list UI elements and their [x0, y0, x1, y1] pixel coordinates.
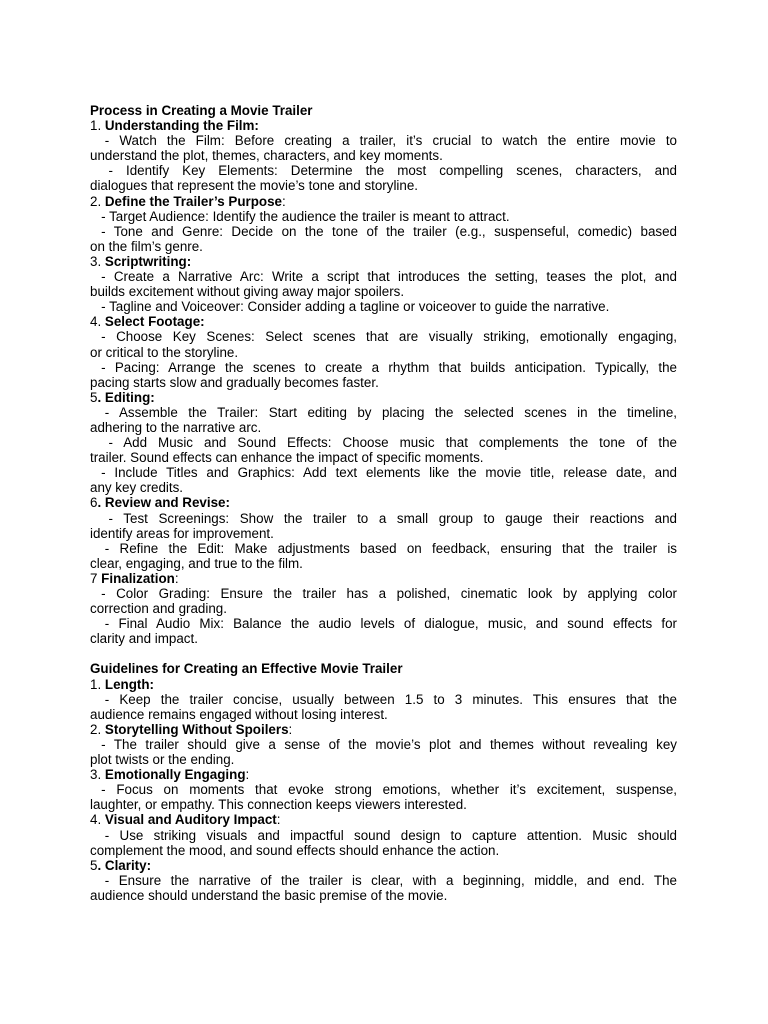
step-item: [90, 118, 677, 193]
process-steps: [90, 118, 677, 646]
process-section: [90, 103, 677, 646]
step-title: Storytelling Without Spoilers: [104, 721, 289, 737]
bullet-line: - Tone and Genre: Decide on the tone of the trailer (e.g., suspenseful, comedic) based: [101, 223, 677, 239]
step-title-suffix: :: [288, 721, 293, 737]
bullet-line: - Use striking visuals and impactful sound design to capture attention. Music should: [104, 827, 677, 843]
bullet-paragraph: [90, 873, 677, 903]
bullet-line: audience remains engaged without losing interest.: [90, 706, 388, 722]
bullet-line: adhering to the narrative arc.: [90, 419, 262, 435]
step-item: [90, 495, 677, 570]
step-number: 1.: [90, 676, 105, 692]
bullet-paragraph: [90, 163, 677, 193]
bullet-line: audience should understand the basic premise of the movie.: [90, 887, 448, 903]
bullet-paragraph: [90, 269, 677, 299]
step-number: 7: [90, 570, 102, 586]
step-title: Finalization: [101, 570, 175, 586]
step-item: [90, 722, 677, 767]
step-heading: [90, 571, 677, 586]
step-title: Understanding the Film:: [104, 118, 259, 134]
step-title-suffix: :: [276, 812, 281, 828]
step-item: [90, 194, 677, 254]
bullet-line: - Target Audience: Identify the audience the trailer is meant to attract.: [90, 208, 510, 224]
bullet-line: any key credits.: [90, 480, 184, 496]
bullet-paragraph: [90, 224, 677, 254]
bullet-line: - Create a Narrative Arc: Write a script that introduces the setting, teases the plot, and: [101, 269, 677, 285]
step-heading: [90, 767, 677, 782]
bullet-paragraph: [90, 465, 677, 495]
bullet-paragraph: [90, 360, 677, 390]
bullet-line: plot twists or the ending.: [90, 752, 235, 768]
bullet-line: laughter, or empathy. This connection keeps viewers interested.: [90, 797, 467, 813]
step-heading: [90, 677, 677, 692]
bullet-line: - Pacing: Arrange the scenes to create a rhythm that builds anticipation. Typically, the: [101, 359, 677, 375]
step-heading: [90, 254, 677, 269]
bullet-paragraph: [90, 405, 677, 435]
bullet-line: - Focus on moments that evoke strong emotions, whether it’s excitement, suspense,: [101, 782, 677, 798]
bullet-paragraph: [90, 511, 677, 541]
step-title: Select Footage:: [104, 314, 205, 330]
guideline-steps: [90, 677, 677, 903]
step-item: [90, 767, 677, 812]
bullet-paragraph: [90, 737, 677, 767]
bullet-line: - Include Titles and Graphics: Add text elements like the movie title, release date, and: [101, 465, 677, 481]
step-title: . Editing:: [97, 389, 155, 405]
bullet-line: - Tagline and Voiceover: Consider adding a tagline or voiceover to guide the narrative.: [90, 299, 610, 315]
step-number: 6: [90, 495, 98, 511]
step-heading: [90, 858, 677, 873]
bullet-line: builds excitement without giving away major spoilers.: [90, 284, 405, 300]
bullet-paragraph: [90, 209, 677, 224]
bullet-line: pacing starts slow and gradually becomes faster.: [90, 374, 379, 390]
step-item: [90, 571, 677, 646]
bullet-line: clear, engaging, and true to the film.: [90, 555, 303, 571]
step-title: Scriptwriting:: [104, 253, 192, 269]
step-number: 4.: [90, 812, 105, 828]
bullet-line: correction and grading.: [90, 601, 227, 617]
step-title-suffix: :: [245, 767, 250, 783]
step-number: 3.: [90, 253, 105, 269]
bullet-line: - Refine the Edit: Make adjustments based on feedback, ensuring that the trailer is: [104, 540, 677, 556]
bullet-line: trailer. Sound effects can enhance the impact of specific moments.: [90, 450, 484, 466]
bullet-paragraph: [90, 692, 677, 722]
bullet-line: - Color Grading: Ensure the trailer has a polished, cinematic look by applying color: [101, 586, 677, 601]
step-title: . Review and Revise:: [97, 495, 230, 511]
bullet-paragraph: [90, 299, 677, 314]
bullet-paragraph: [90, 435, 677, 465]
bullet-line: understand the plot, themes, characters, and key moments.: [90, 148, 443, 164]
step-item: [90, 390, 677, 496]
bullet-line: - The trailer should give a sense of the movie’s plot and themes without revealing key: [101, 736, 677, 752]
section-heading: Guidelines for Creating an Effective Movie Trailer: [90, 661, 403, 677]
step-item: [90, 677, 677, 722]
bullet-paragraph: [90, 782, 677, 812]
guidelines-section: [90, 661, 677, 903]
step-title-suffix: :: [174, 570, 179, 586]
step-heading: [90, 314, 677, 329]
step-heading: [90, 812, 677, 827]
bullet-line: - Assemble the Trailer: Start editing by placing the selected scenes in the timeline,: [104, 404, 677, 420]
bullet-line: complement the mood, and sound effects should enhance the action.: [90, 842, 500, 858]
step-item: [90, 314, 677, 389]
step-title: Length:: [104, 676, 154, 692]
step-title: Define the Trailer’s Purpose: [104, 193, 283, 209]
bullet-line: clarity and impact.: [90, 631, 198, 647]
bullet-paragraph: [90, 616, 677, 646]
step-item: [90, 254, 677, 314]
step-number: 2.: [90, 193, 105, 209]
step-number: 2.: [90, 721, 105, 737]
step-heading: [90, 722, 677, 737]
step-title: Emotionally Engaging: [104, 767, 246, 783]
step-heading: [90, 495, 677, 510]
bullet-line: - Identify Key Elements: Determine the most compelling scenes, characters, and: [108, 163, 677, 179]
step-number: 5: [90, 857, 98, 873]
bullet-paragraph: [90, 828, 677, 858]
bullet-line: - Final Audio Mix: Balance the audio levels of dialogue, music, and sound effects for: [104, 616, 677, 632]
bullet-line: dialogues that represent the movie’s tone and storyline.: [90, 178, 419, 194]
bullet-line: - Ensure the narrative of the trailer is clear, with a beginning, middle, and end. The: [104, 872, 677, 888]
step-item: [90, 858, 677, 903]
step-number: 5: [90, 389, 98, 405]
step-number: 4.: [90, 314, 105, 330]
section-heading: Process in Creating a Movie Trailer: [90, 103, 313, 118]
step-heading: [90, 118, 677, 133]
step-title-suffix: :: [282, 193, 286, 209]
bullet-line: or critical to the storyline.: [90, 344, 239, 360]
bullet-paragraph: [90, 586, 677, 616]
bullet-paragraph: [90, 133, 677, 163]
bullet-line: - Keep the trailer concise, usually between 1.5 to 3 minutes. This ensures that the: [104, 691, 677, 707]
step-title: Visual and Auditory Impact: [104, 812, 277, 828]
document-page: [90, 103, 677, 903]
step-number: 3.: [90, 767, 105, 783]
bullet-line: - Add Music and Sound Effects: Choose music that complements the tone of the: [108, 435, 677, 451]
step-title: . Clarity:: [97, 857, 152, 873]
bullet-line: - Watch the Film: Before creating a trailer, it’s crucial to watch the entire movie to: [104, 133, 677, 149]
step-item: [90, 812, 677, 857]
step-number: 1.: [90, 118, 105, 134]
bullet-line: - Choose Key Scenes: Select scenes that are visually striking, emotionally engaging,: [101, 329, 677, 345]
step-heading: [90, 194, 677, 209]
bullet-line: on the film’s genre.: [90, 238, 203, 254]
section-spacer: [90, 646, 677, 661]
bullet-paragraph: [90, 541, 677, 571]
bullet-line: - Test Screenings: Show the trailer to a small group to gauge their reactions and: [108, 510, 677, 526]
bullet-paragraph: [90, 329, 677, 359]
bullet-line: identify areas for improvement.: [90, 525, 274, 541]
step-heading: [90, 390, 677, 405]
